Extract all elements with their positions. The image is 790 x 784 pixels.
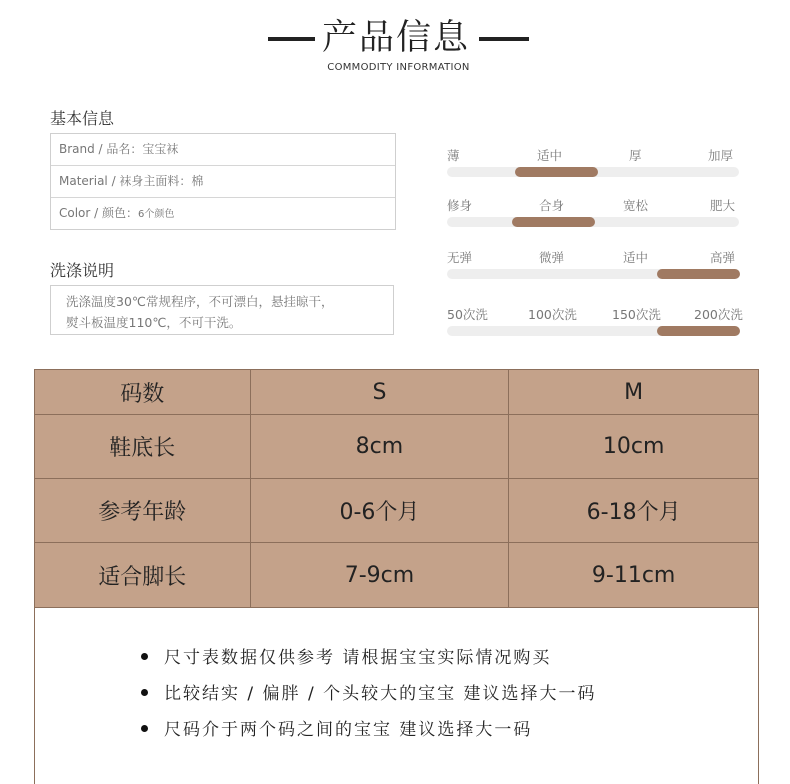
durability-scale-labels <box>447 305 743 321</box>
elasticity-scale-indicator <box>657 269 740 279</box>
color-label: Color / 颜色： <box>59 206 139 220</box>
wash-heading: 洗涤说明 <box>50 261 115 280</box>
thickness-scale-labels <box>447 146 743 162</box>
table-cell: 10cm <box>509 415 759 479</box>
size-table-header-cell: M <box>509 370 759 415</box>
table-row <box>35 543 759 608</box>
fit-scale-indicator <box>512 217 595 227</box>
row-label: 适合脚长 <box>35 543 251 608</box>
scale-label: 高弹 <box>710 250 736 265</box>
brand-row: Brand / 品名：宝宝袜 <box>51 134 395 166</box>
color-row <box>51 198 395 229</box>
size-notes <box>34 608 759 784</box>
scale-label: 加厚 <box>708 148 734 163</box>
bullet-icon <box>141 653 148 660</box>
scale-label: 无弹 <box>447 250 473 265</box>
wash-line-2: 熨斗板温度110℃，不可干洗。 <box>66 315 242 330</box>
scale-label: 肥大 <box>710 198 736 213</box>
wash-instructions <box>50 285 394 335</box>
size-table-header-row <box>35 370 759 415</box>
basic-info-table <box>50 133 396 230</box>
table-row <box>35 415 759 479</box>
thickness-scale-indicator <box>515 167 598 177</box>
table-cell: 9-11cm <box>509 543 759 608</box>
fit-scale-labels <box>447 196 743 212</box>
bullet-icon <box>141 725 148 732</box>
scale-label: 合身 <box>539 198 565 213</box>
scale-label: 150次洗 <box>612 307 661 322</box>
fit-scale-track <box>447 217 739 227</box>
scale-label: 修身 <box>447 198 473 213</box>
scale-label: 厚 <box>629 148 642 163</box>
scale-label: 200次洗 <box>694 307 743 322</box>
page-title: 产品信息 <box>321 18 470 58</box>
size-table-header-cell: S <box>250 370 509 415</box>
row-label: 鞋底长 <box>35 415 251 479</box>
note-text: 尺寸表数据仅供参考 请根据宝宝实际情况购买 <box>164 648 552 668</box>
size-table-header-cell: 码数 <box>35 370 251 415</box>
scale-label: 适中 <box>537 148 563 163</box>
row-label: 参考年龄 <box>35 479 251 543</box>
table-row <box>35 479 759 543</box>
table-cell: 7-9cm <box>250 543 509 608</box>
scale-label: 薄 <box>447 148 460 163</box>
thickness-scale-track <box>447 167 739 177</box>
table-cell: 6-18个月 <box>509 479 759 543</box>
wash-line-1: 洗涤温度30℃常规程序，不可漂白，悬挂晾干， <box>66 294 334 309</box>
elasticity-scale-track <box>447 269 739 279</box>
note-item <box>141 715 532 740</box>
title-right-line <box>479 37 529 41</box>
table-cell: 8cm <box>250 415 509 479</box>
size-table <box>34 369 759 608</box>
note-text: 尺码介于两个码之间的宝宝 建议选择大一码 <box>164 720 533 740</box>
basic-info-heading: 基本信息 <box>50 109 115 128</box>
note-text: 比较结实 / 偏胖 / 个头较大的宝宝 建议选择大一码 <box>164 684 597 704</box>
durability-scale-indicator <box>657 326 740 336</box>
material-row: Material / 袜身主面料：棉 <box>51 166 395 198</box>
elasticity-scale-labels <box>447 248 743 264</box>
scale-label: 宽松 <box>623 198 649 213</box>
bullet-icon <box>141 689 148 696</box>
scale-label: 微弹 <box>539 250 565 265</box>
note-item <box>141 643 551 668</box>
scale-label: 50次洗 <box>447 307 488 322</box>
note-item <box>141 679 596 704</box>
page-subtitle: COMMODITY INFORMATION <box>327 62 470 73</box>
scale-label: 100次洗 <box>528 307 577 322</box>
title-left-line <box>268 37 315 41</box>
color-value: 6个颜色 <box>138 209 175 220</box>
table-cell: 0-6个月 <box>250 479 509 543</box>
durability-scale-track <box>447 326 739 336</box>
scale-label: 适中 <box>623 250 649 265</box>
